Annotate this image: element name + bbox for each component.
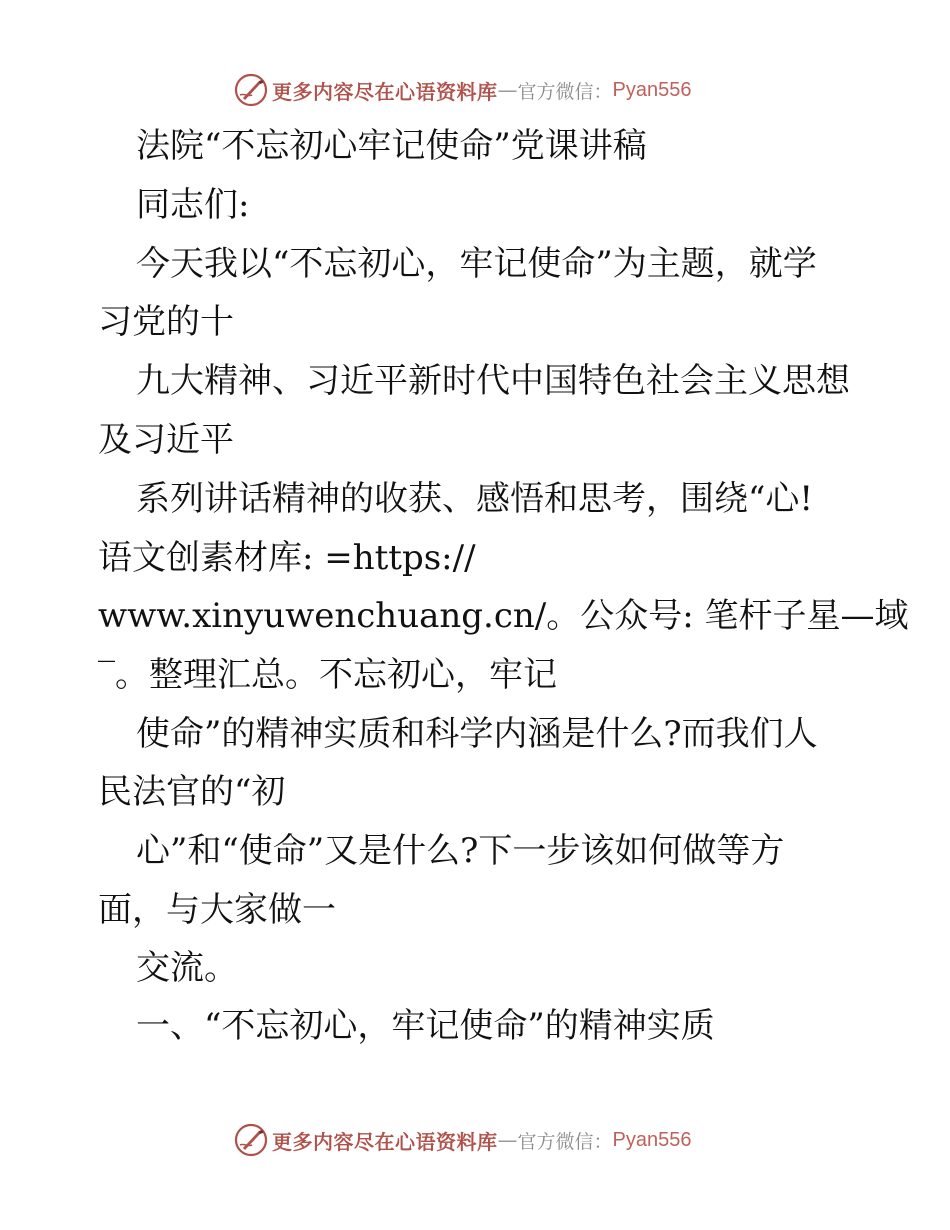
paragraph-line: 语文创素材库: =https://	[98, 538, 476, 578]
section-heading: 一、“不忘初心，牢记使命”的精神实质	[136, 1006, 715, 1046]
paragraph-line: 使命”的精神实质和科学内涵是什么?而我们人	[136, 714, 818, 754]
banner-brand-text: 更多内容尽在心语资料库	[272, 79, 498, 104]
banner-separator: —	[497, 78, 518, 102]
banner-wechat-id: Pyan556	[612, 1128, 692, 1151]
paragraph-line: 面，与大家做一	[98, 890, 336, 930]
paragraph-line: 民法官的“初	[98, 772, 286, 812]
banner-wechat-label: 官方微信：	[517, 1130, 613, 1153]
salutation-line: 同志们:	[136, 185, 250, 225]
paragraph-line: 习党的十	[98, 302, 234, 342]
paragraph-line: 今天我以“不忘初心，牢记使命”为主题，就学	[136, 244, 817, 284]
paragraph-line: 交流。	[136, 948, 238, 988]
banner-wechat-id: Pyan556	[612, 78, 692, 101]
banner-brand-text: 更多内容尽在心语资料库	[272, 1129, 498, 1154]
quill-logo-icon	[234, 73, 268, 107]
banner-wechat-label: 官方微信：	[517, 80, 613, 103]
quill-logo-icon	[234, 1123, 268, 1157]
paragraph-line: 及习近平	[98, 420, 234, 460]
paragraph-line: 九大精神、习近平新时代中国特色社会主义思想	[136, 361, 850, 401]
document-title: 法院“不忘初心牢记使命”党课讲稿	[136, 126, 647, 166]
header-banner	[234, 72, 691, 108]
footer-banner	[234, 1122, 691, 1158]
banner-separator: —	[497, 1128, 518, 1152]
paragraph-line: ‾。整理汇总。不忘初心，牢记	[98, 655, 557, 695]
paragraph-line: 系列讲话精神的收获、感悟和思考，围绕“心!	[136, 479, 814, 519]
paragraph-line: www.xinyuwenchuang.cn/。公众号: 笔杆子星—域	[98, 596, 909, 636]
paragraph-line: 心”和“使命”又是什么?下一步该如何做等方	[136, 831, 785, 871]
